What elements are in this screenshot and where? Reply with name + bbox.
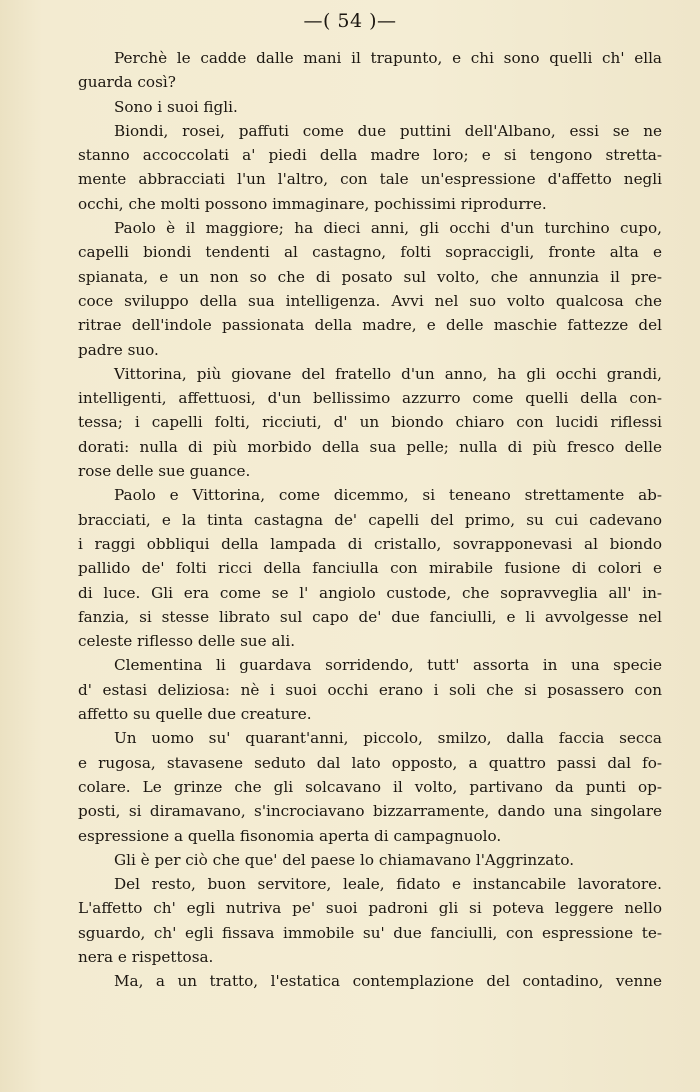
text-line: e rugosa, stavasene seduto dal lato opposto, a quattro passi dal fo- <box>78 753 662 772</box>
text-line: Gli è per ciò che que' del paese lo chiamavano l'Aggrinzato. <box>114 850 575 869</box>
text-line: Ma, a un tratto, l'estatica contemplazione del contadino, venne <box>114 972 662 991</box>
text-line: ritrae dell'indole passionata della madre, e delle maschie fattezze del <box>78 316 662 335</box>
text-line: padre suo. <box>78 340 159 359</box>
text-line: Del resto, buon servitore, leale, fidato e instancabile lavoratore. <box>114 875 662 894</box>
text-line: bracciati, e la tinta castagna de' capelli del primo, su cui cadevano <box>78 510 662 529</box>
text-line: L'affetto ch' egli nutriva pe' suoi padroni gli si poteva leggere nello <box>78 899 662 918</box>
text-line: fanzia, si stesse librato sul capo de' due fanciulli, e li avvolgesse nel <box>78 607 662 626</box>
text-line: Sono i suoi figli. <box>114 97 238 116</box>
text-line: sguardo, ch' egli fissava immobile su' due fanciulli, con espressione te- <box>78 923 662 942</box>
text-line: Clementina li guardava sorridendo, tutt' assorta in una specie <box>114 656 662 675</box>
text-line: Paolo è il maggiore; ha dieci anni, gli occhi d'un turchino cupo, <box>114 219 662 238</box>
text-line: d' estasi deliziosa: nè i suoi occhi erano i soli che si posassero con <box>78 680 662 699</box>
text-line: rose delle sue guance. <box>78 462 251 481</box>
text-line: stanno accoccolati a' piedi della madre loro; e si tengono stretta- <box>78 146 662 165</box>
text-line: mente abbracciati l'un l'altro, con tale un'espressione d'affetto negli <box>78 170 662 189</box>
text-line: i raggi obbliqui della lampada di cristallo, sovrapponevasi al biondo <box>78 534 662 553</box>
text-line: pallido de' folti ricci della fanciulla con mirabile fusione di colori e <box>78 559 662 578</box>
text-line: Paolo e Vittorina, come dicemmo, si teneano strettamente ab- <box>114 486 662 505</box>
text-line: Perchè le cadde dalle mani il trapunto, e chi sono quelli ch' ella <box>114 49 662 67</box>
text-line: di luce. Gli era come se l' angiolo custode, che sopravveglia all' in- <box>78 583 662 602</box>
page-number: —( 54 )— <box>303 10 397 32</box>
text-line: posti, si diramavano, s'incrociavano bizzarramente, dando una singolare <box>78 802 662 821</box>
text-line: capelli biondi tendenti al castagno, folti sopraccigli, fronte alta e <box>78 243 662 262</box>
text-line: Vittorina, più giovane del fratello d'un anno, ha gli occhi grandi, <box>114 364 662 383</box>
text-line: colare. Le grinze che gli solcavano il volto, partivano da punti op- <box>78 777 662 796</box>
text-line: occhi, che molti possono immaginare, pochissimi riprodurre. <box>78 194 547 213</box>
text-line: celeste riflesso delle sue ali. <box>78 632 296 651</box>
text-line: tessa; i capelli folti, ricciuti, d' un biondo chiaro con lucidi riflessi <box>78 413 662 432</box>
text-line: affetto su quelle due creature. <box>78 705 312 724</box>
text-line: guarda così? <box>78 73 176 92</box>
body-text <box>78 46 662 994</box>
text-line: spianata, e un non so che di posato sul volto, che annunzia il pre- <box>78 267 662 286</box>
text-line: Un uomo su' quarant'anni, piccolo, smilzo, dalla faccia secca <box>114 729 662 748</box>
text-line: intelligenti, affettuosi, d'un bellissimo azzurro come quelli della con- <box>78 389 662 408</box>
text-line: nera e rispettosa. <box>78 947 214 966</box>
text-line: coce sviluppo della sua intelligenza. Avvi nel suo volto qualcosa che <box>78 291 662 310</box>
text-line: dorati: nulla di più morbido della sua pelle; nulla di più fresco delle <box>78 437 662 456</box>
text-line: Biondi, rosei, paffuti come due puttini dell'Albano, essi se ne <box>114 121 662 140</box>
text-line: espressione a quella fisonomia aperta di campagnuolo. <box>78 826 502 845</box>
